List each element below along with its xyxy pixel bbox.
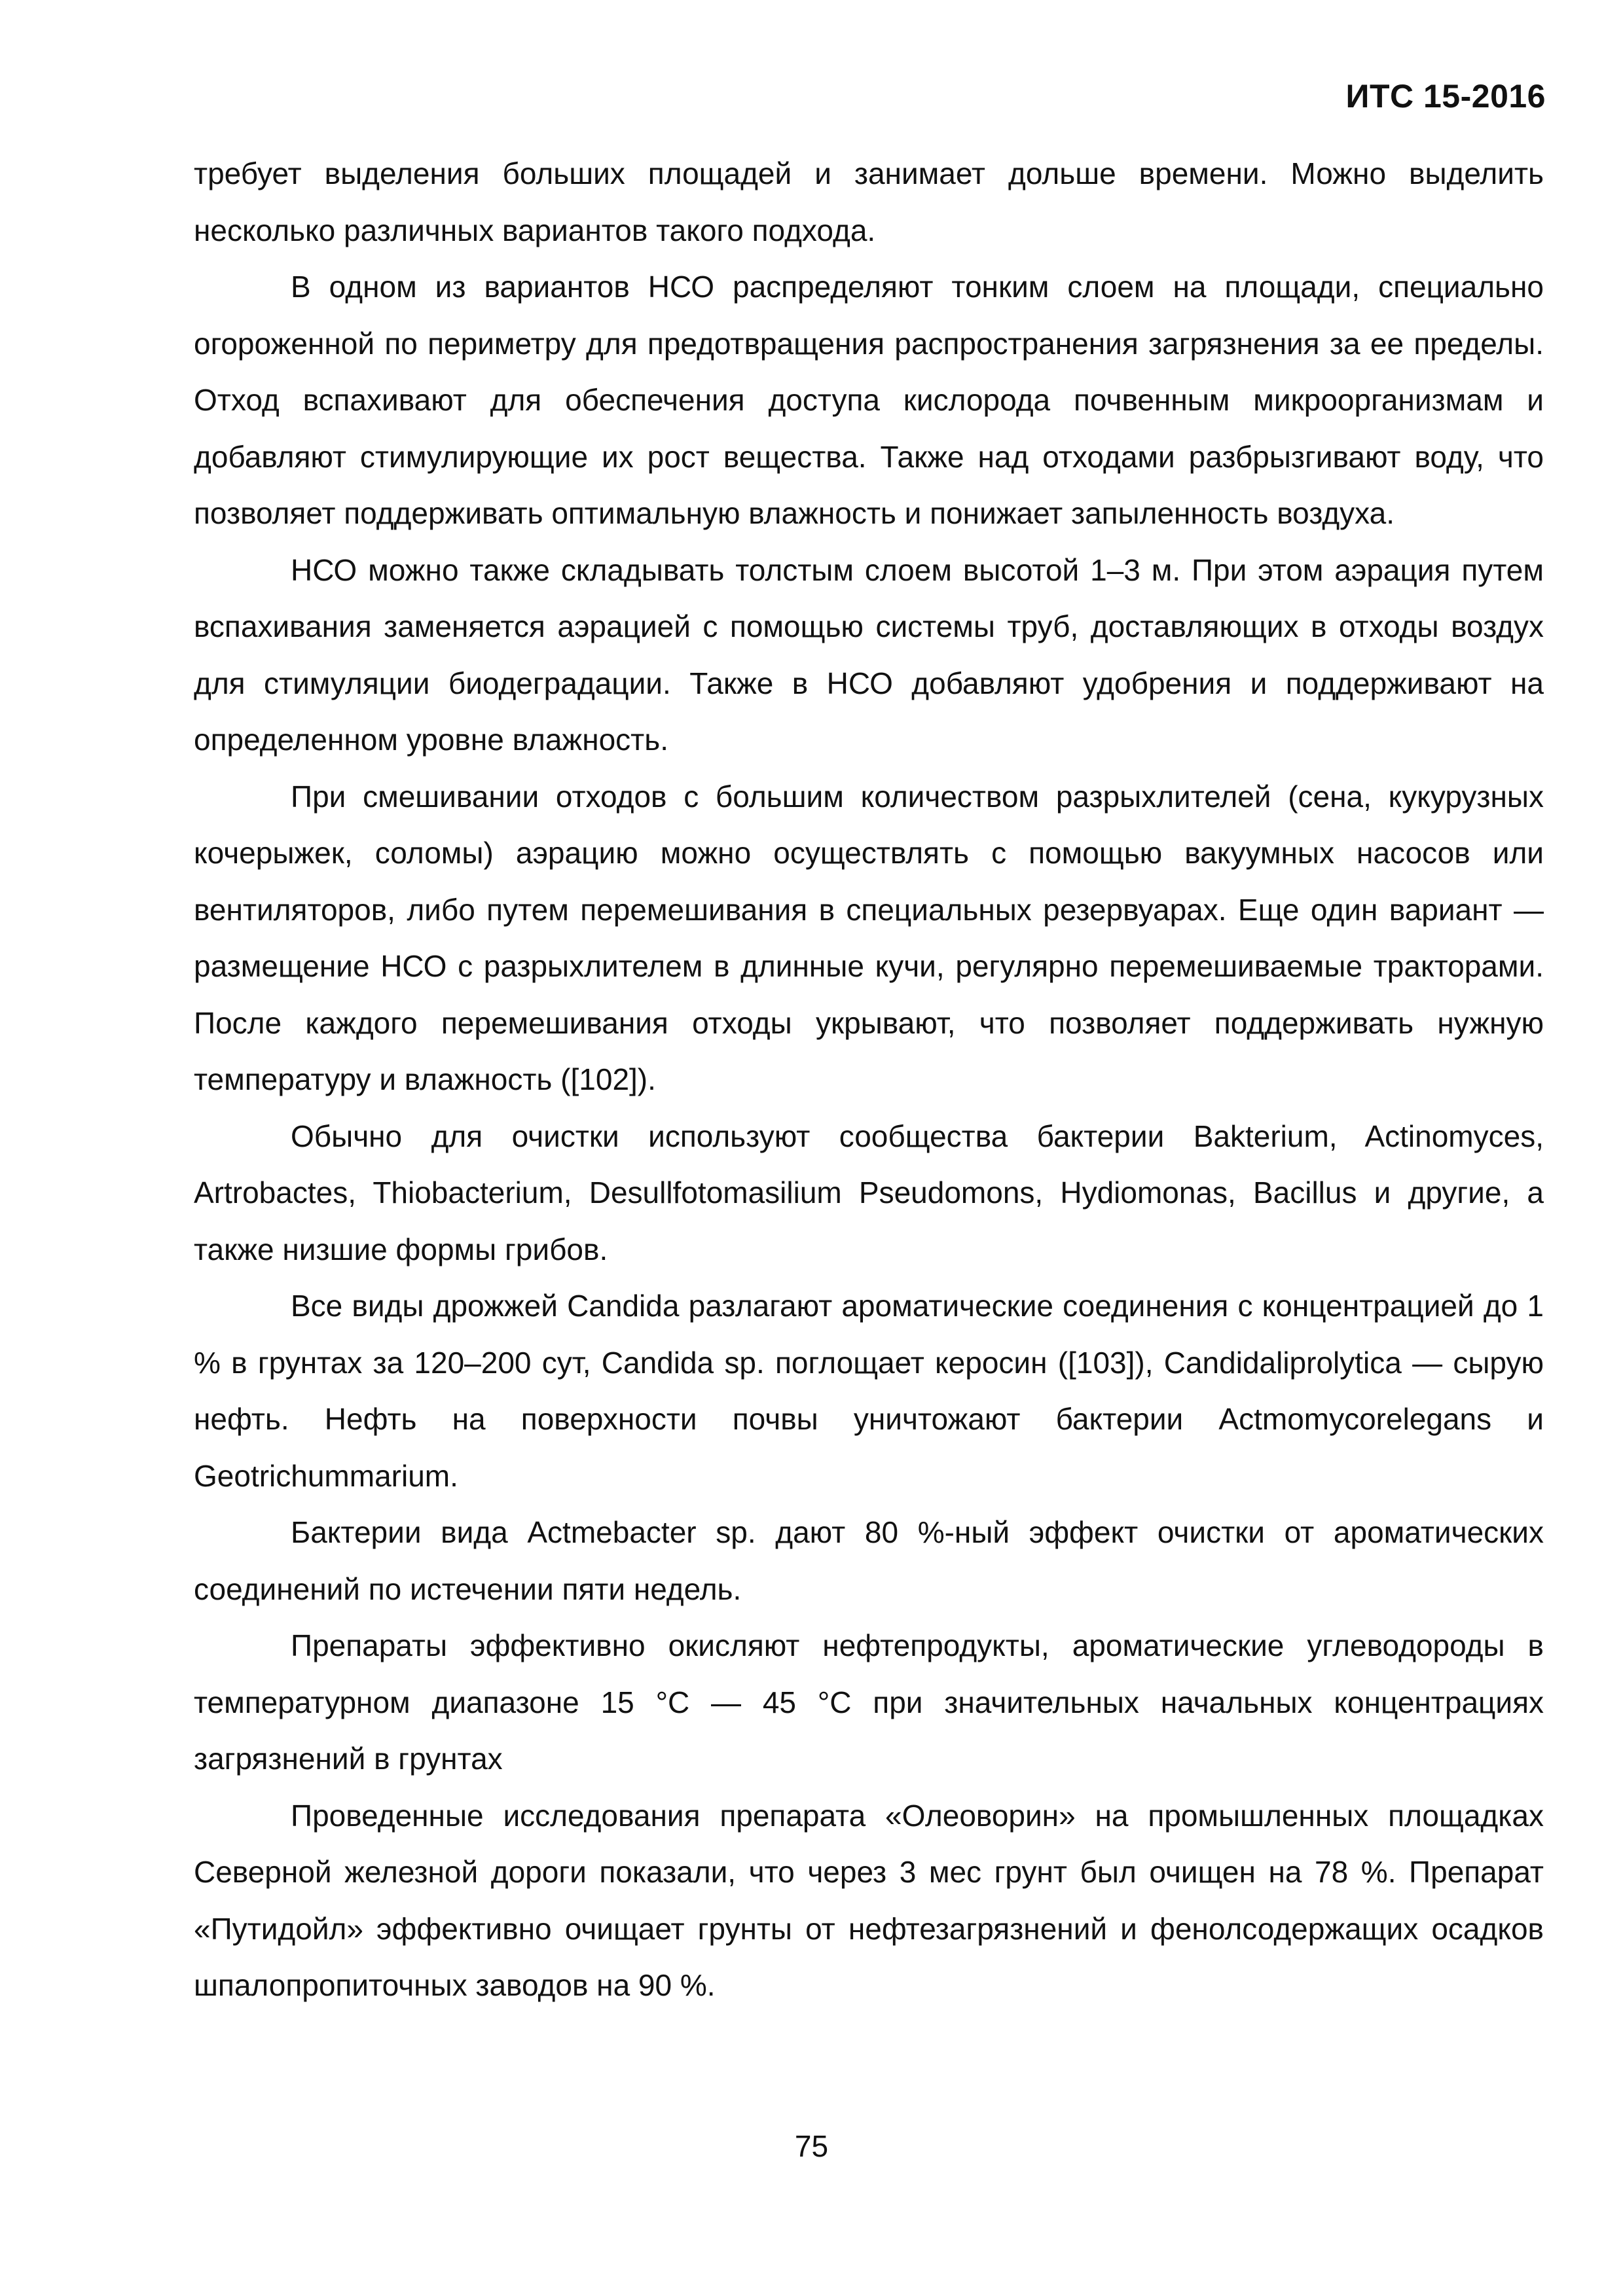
paragraph: НСО можно также складывать толстым слоем высотой 1–3 м. При этом аэрация путем вспахивания заменяется аэрацией с помощью системы труб, доставляющих в отходы воздух для стимуляции биодеградации. Также в НСО добавляют удобрения и поддерживают на определенном уровне влажность. [194, 552, 1544, 757]
document-body [194, 145, 1544, 2014]
paragraph-continuation: требует выделения больших площадей и занимает дольше времени. Можно выделить несколько различных вариантов такого подхода. [194, 156, 1544, 247]
paragraph: Обычно для очистки используют сообщества бактерии Bakterium, Actinomyces, Artrobactes, Thiobacterium, Desullfotomasilium Pseudomons, Hydiomonas, Bacillus и другие, а также низшие формы грибов. [194, 1119, 1544, 1266]
paragraph: Все виды дрожжей Candida разлагают ароматические соединения с концентрацией до 1 % в грунтах за 120–200 сут, Candida sp. поглощает керосин ([103]), Candidaliprolytica — сырую нефть. Нефть на поверхности почвы уничтожают бактерии Actmomycorelegans и Geotrichummarium. [194, 1289, 1544, 1493]
paragraph: Проведенные исследования препарата «Олеоворин» на промышленных площадках Северной железной дороги показали, что через 3 мес грунт был очищен на 78 %. Препарат «Путидойл» эффективно очищает грунты от нефтезагрязнений и фенолсодержащих осадков шпалопропиточных заводов на 90 %. [194, 1798, 1544, 2002]
page-number: 75 [794, 2129, 829, 2163]
paragraph: Бактерии вида Actmebacter sp. дают 80 %-ный эффект очистки от ароматических соединений по истечении пяти недель. [194, 1515, 1544, 1606]
document-code: ИТС 15-2016 [1345, 78, 1546, 115]
paragraph: В одном из вариантов НСО распределяют тонким слоем на площади, специально огороженной по периметру для предотвращения распространения загрязнения за ее пределы. Отход вспахивают для обеспечения доступа кислорода почвенным микроорганизмам и добавляют стимулирующие их рост вещества. Также над отходами разбрызгивают воду, что позволяет поддерживать оптимальную влажность и понижает запыленность воздуха. [194, 270, 1544, 530]
paragraph: Препараты эффективно окисляют нефтепродукты, ароматические углеводороды в температурном диапазоне 15 °С — 45 °С при значительных начальных концентрациях загрязнений в грунтах [194, 1628, 1544, 1776]
paragraph: При смешивании отходов с большим количеством разрыхлителей (сена, кукурузных кочерыжек, соломы) аэрацию можно осуществлять с помощью вакуумных насосов или вентиляторов, либо путем перемешивания в специальных резервуарах. Еще один вариант — размещение НСО с разрыхлителем в длинные кучи, регулярно перемешиваемые тракторами. После каждого перемешивания отходы укрывают, что позволяет поддерживать нужную температуру и влажность ([102]). [194, 779, 1544, 1096]
